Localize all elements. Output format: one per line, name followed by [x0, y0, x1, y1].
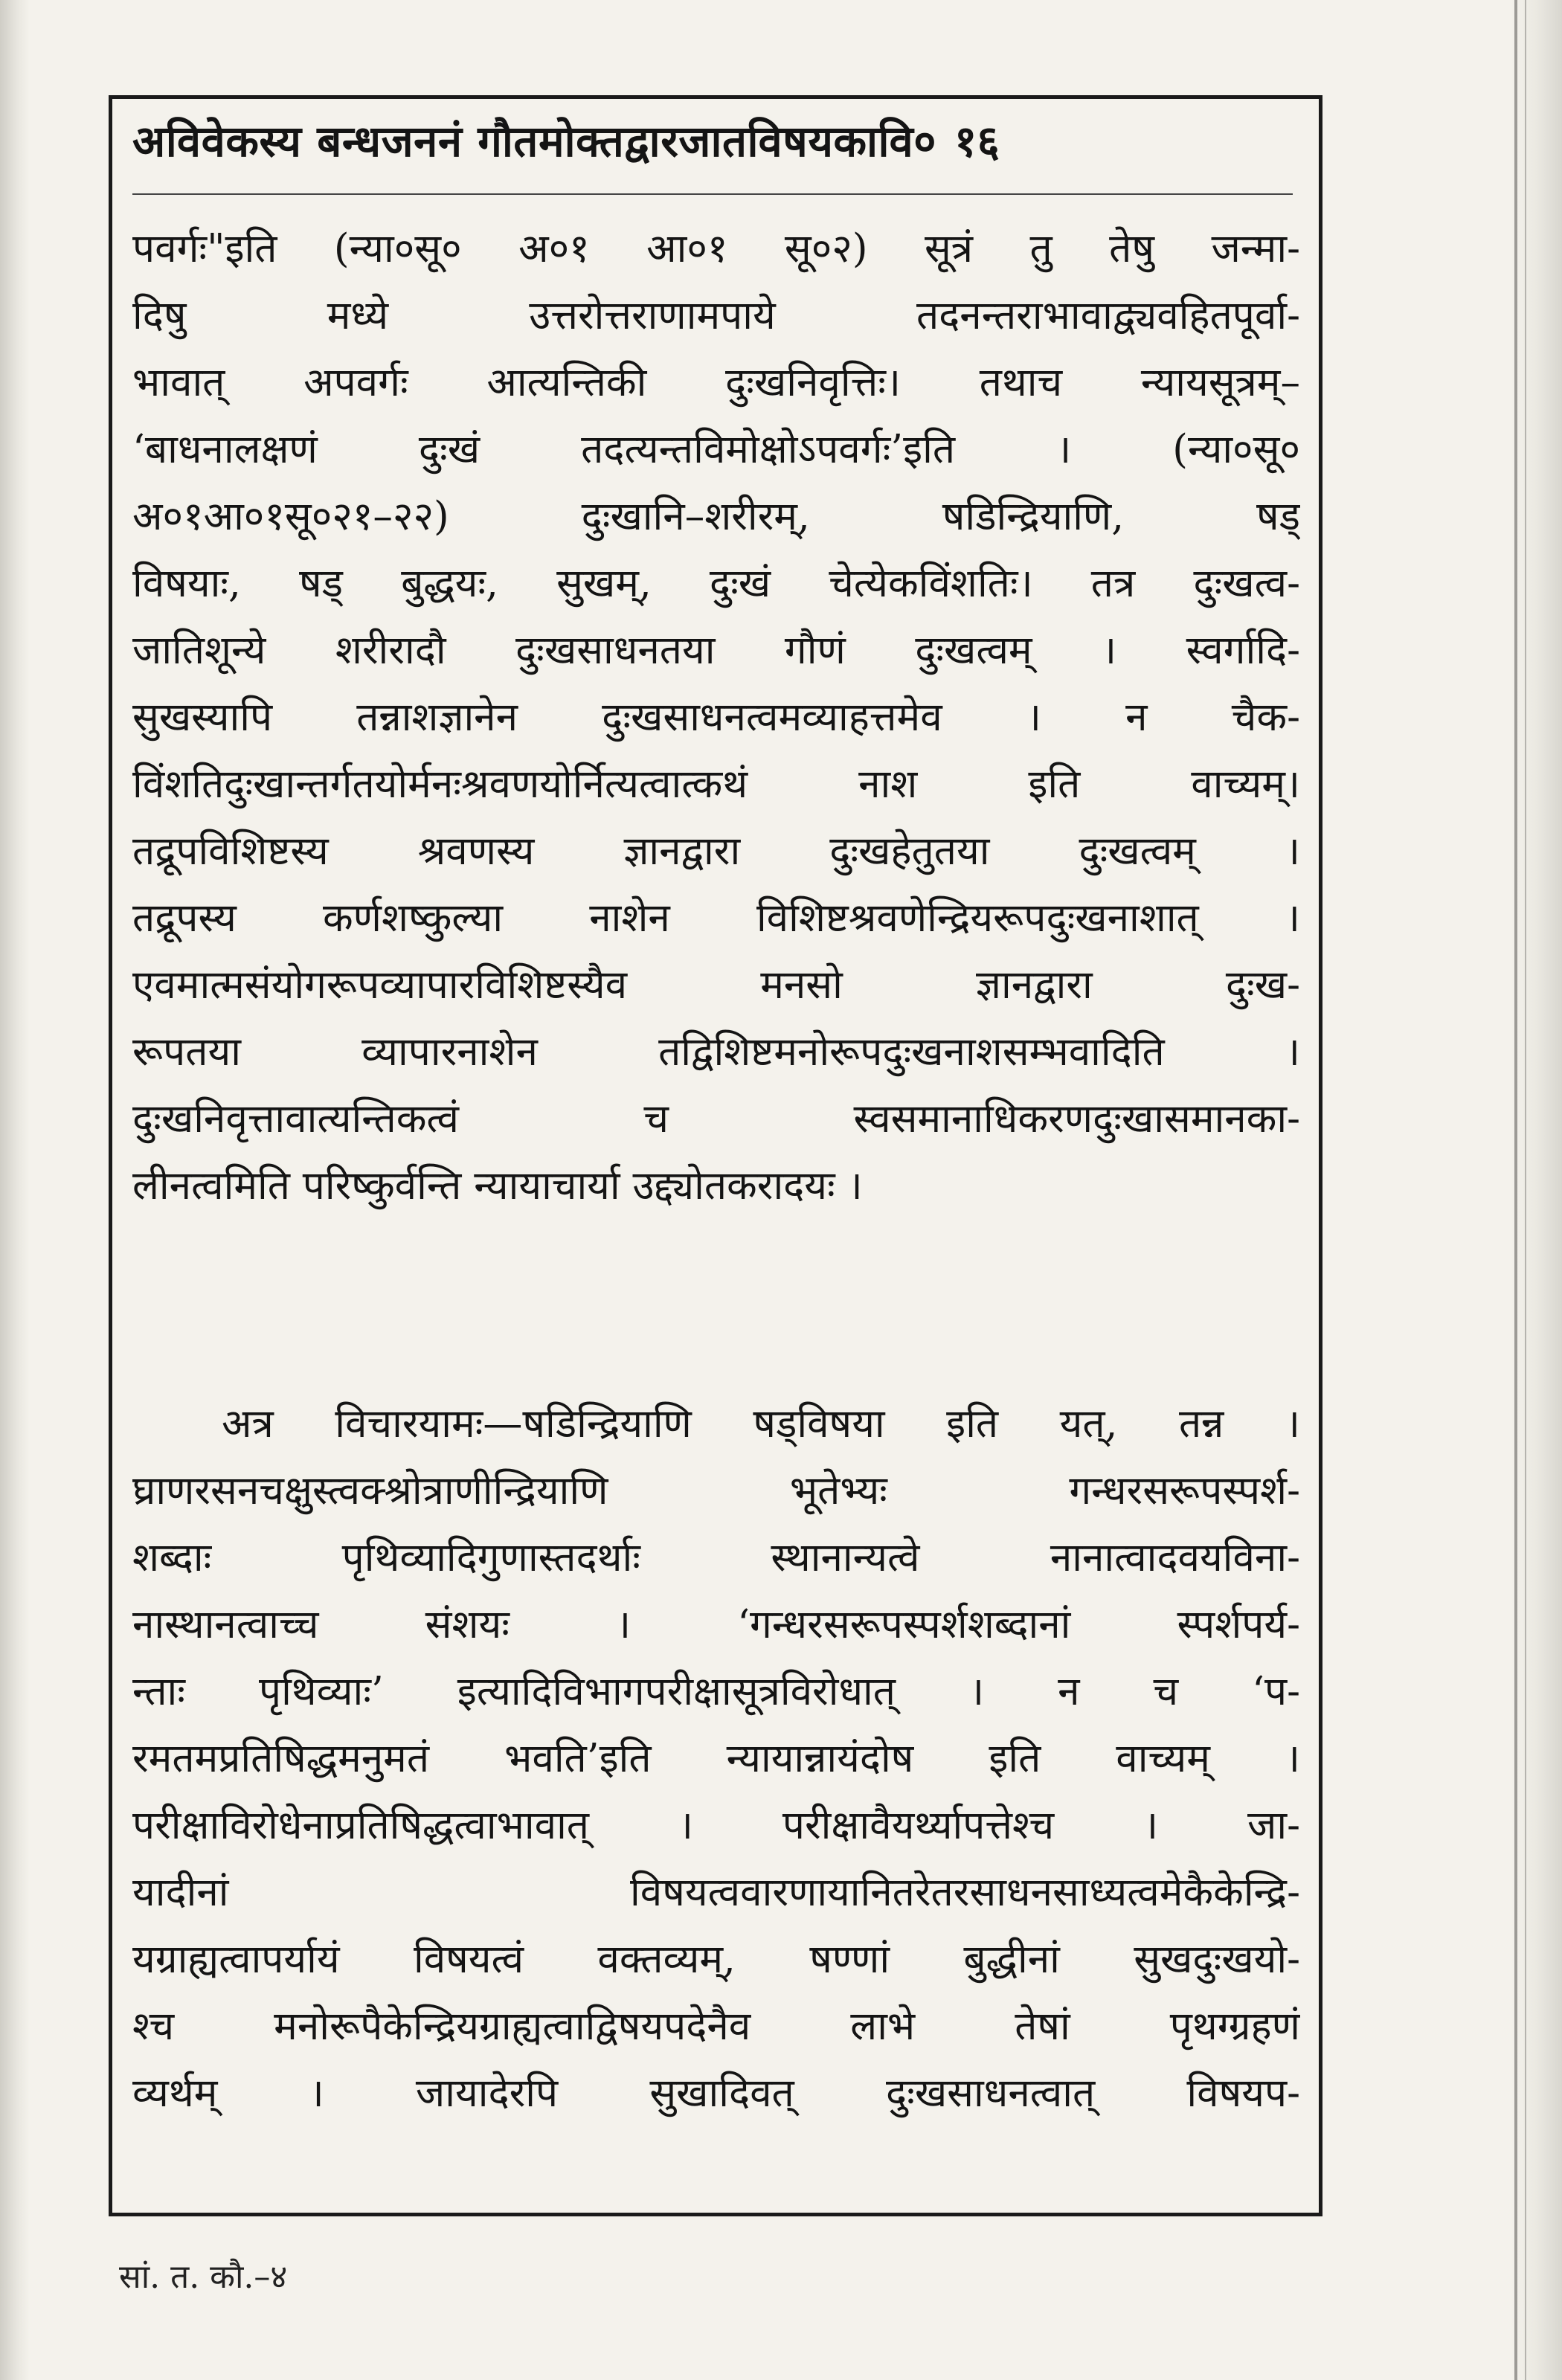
text-line: पवर्गः"इति (न्या०सू० अ०१ आ०१ सू०२) सूत्रं तु तेषु जन्मा- [132, 226, 1300, 271]
paragraph-1 [132, 216, 1300, 1220]
text-line: रमतमप्रतिषिद्धमनुमतं भवति’इति न्यायान्नायंदोष इति वाच्यम् । [132, 1736, 1300, 1781]
text-line: यादीनां विषयत्ववारणायानितरेतरसाधनसाध्यत्वमेकैकेन्द्रि- [132, 1870, 1300, 1915]
text-line: घ्राणरसनचक्षुस्त्वक्श्रोत्राणीन्द्रियाणि भूतेभ्यः गन्धरसरूपस्पर्श- [132, 1468, 1300, 1514]
text-line: एवमात्मसंयोगरूपव्यापारविशिष्टस्यैव मनसो ज्ञानद्वारा दुःख- [132, 962, 1300, 1008]
text-line: परीक्षाविरोधेनाप्रतिषिद्धत्वाभावात् । परीक्षावैयर्थ्यापत्तेश्च । जा- [132, 1803, 1300, 1848]
scan-edge-left [0, 0, 30, 2380]
text-line: दुःखनिवृत्तावात्यन्तिकत्वं च स्वसमानाधिकरणदुःखासमानका- [132, 1096, 1300, 1142]
text-line: ‘बाधनालक्षणं दुःखं तदत्यन्तविमोक्षोऽपवर्गः’इति । (न्या०सू० [132, 427, 1300, 472]
text-line: विषयाः, षड् बुद्धयः, सुखम्, दुःखं चेत्येकविंशतिः। तत्र दुःखत्व- [132, 561, 1300, 606]
text-line: तद्रूपविशिष्टस्य श्रवणस्य ज्ञानद्वारा दुःखहेतुतया दुःखत्वम् । [132, 829, 1300, 874]
text-line: विंशतिदुःखान्तर्गतयोर्मनःश्रवणयोर्नित्यत्वात्कथं नाश इति वाच्यम्। [132, 762, 1300, 807]
text-line: सुखस्यापि तन्नाशज्ञानेन दुःखसाधनत्वमव्याहत्तमेव । न चैक- [132, 695, 1300, 740]
paragraph-2 [132, 1391, 1300, 2127]
running-head [132, 112, 1308, 171]
text-line: व्यर्थम् । जायादेरपि सुखादिवत् दुःखसाधनत्वात् विषयप- [132, 2071, 1300, 2116]
text-line: रूपतया व्यापारनाशेन तद्विशिष्टमनोरूपदुःखनाशसम्भवादिति । [132, 1029, 1300, 1075]
text-line: शब्दाः पृथिव्यादिगुणास्तदर्थाः स्थानान्यत्वे नानात्वादवयविना- [132, 1535, 1300, 1580]
scan-line [1514, 0, 1517, 2380]
text-line: श्च मनोरूपैकेन्द्रियग्राह्यत्वाद्विषयपदेनैव लाभे तेषां पृथग्ग्रहणं [132, 2004, 1300, 2049]
page-number: १६ [954, 116, 1000, 167]
scan-line [1525, 0, 1526, 2380]
text-line: तद्रूपस्य कर्णशष्कुल्या नाशेन विशिष्टश्रवणेन्द्रियरूपदुःखनाशात् । [132, 895, 1300, 941]
text-line: अ०१आ०१सू०२१–२२) दुःखानि–शरीरम्, षडिन्द्रियाणि, षड् [132, 494, 1300, 539]
text-line: न्ताः पृथिव्याः’ इत्यादिविभागपरीक्षासूत्रविरोधात् । न च ‘प- [132, 1669, 1300, 1714]
text-line: यग्राह्यत्वापर्यायं विषयत्वं वक्तव्यम्, षण्णां बुद्धीनां सुखदुःखयो- [132, 1937, 1300, 1982]
text-line: भावात् अपवर्गः आत्यन्तिकी दुःखनिवृत्तिः। तथाच न्यायसूत्रम्– [132, 360, 1300, 405]
text-line: जातिशून्ये शरीरादौ दुःखसाधनतया गौणं दुःखत्वम् । स्वर्गादि- [132, 628, 1300, 673]
running-head-title: अविवेकस्य बन्धजननं गौतमोक्तद्वारजातविषयकावि० [132, 116, 936, 167]
text-line: अत्र विचारयामः—षडिन्द्रियाणि षड्विषया इति यत्, तन्न । [222, 1401, 1300, 1447]
text-line: लीनत्वमिति परिष्कुर्वन्ति न्यायाचार्या उद्द्योतकरादयः । [132, 1163, 863, 1209]
footer-signature: सां. त. कौ.–४ [119, 2258, 288, 2296]
text-line: नास्थानत्वाच्च संशयः । ‘गन्धरसरूपस्पर्शशब्दानां स्पर्शपर्य- [132, 1602, 1300, 1647]
header-rule [132, 193, 1293, 195]
scan-edge-right [1510, 0, 1562, 2380]
text-line: दिषु मध्ये उत्तरोत्तराणामपाये तदनन्तराभावाद्व्यवहितपूर्वा- [132, 293, 1300, 338]
